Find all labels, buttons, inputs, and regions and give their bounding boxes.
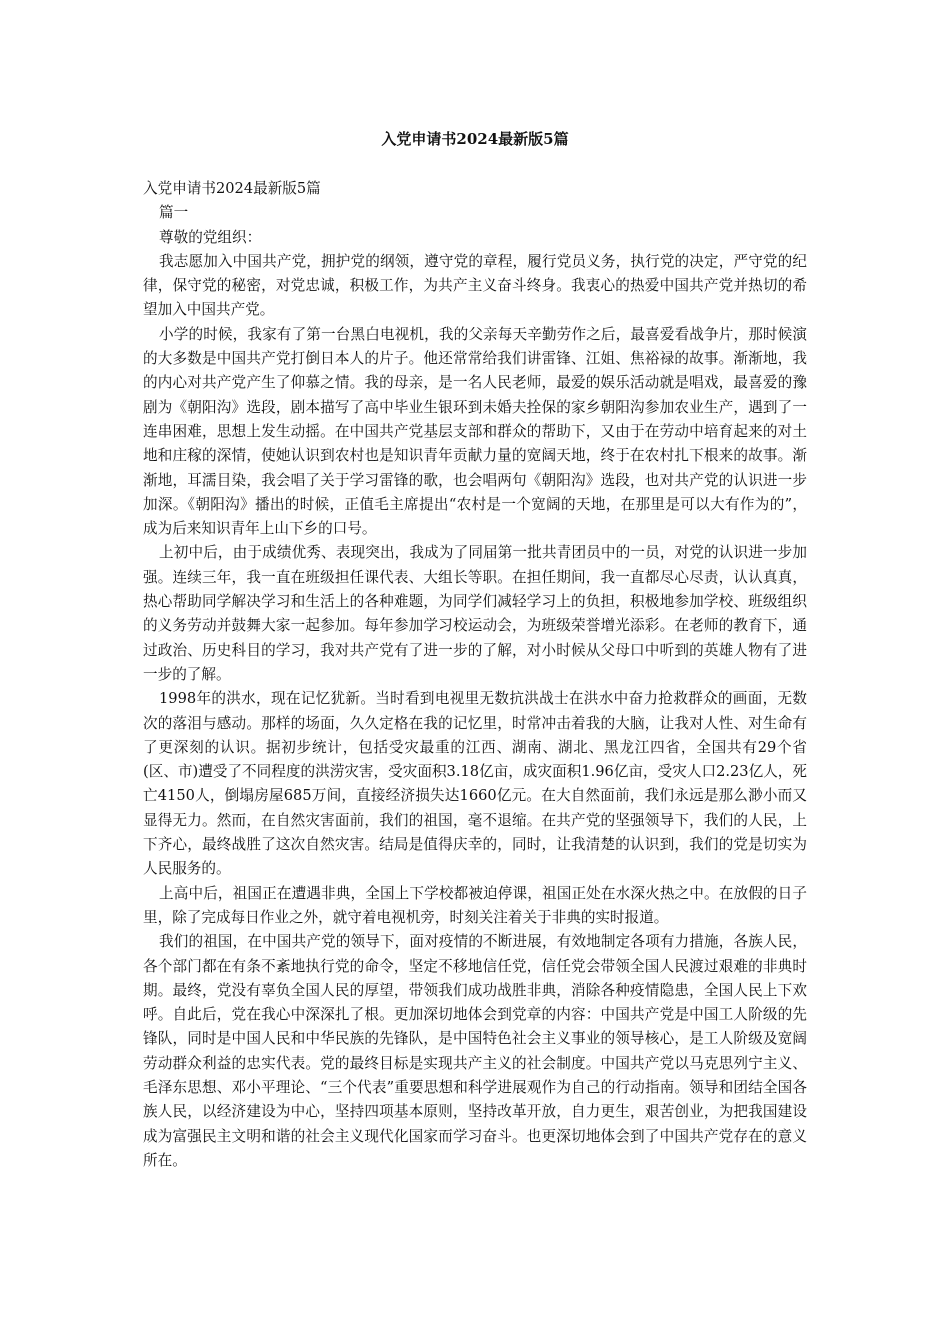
paragraph-2: 小学的时候，我家有了第一台黑白电视机，我的父亲每天辛勤劳作之后，最喜爱看战争片，那时候演的大多数是中国共产党打倒日本人的片子。他还常常给我们讲雷锋、江姐、焦裕禄的故事。渐渐地，我的内心对共产党产生了仰慕之情。我的母亲，是一名人民老师，最爱的娱乐活动就是唱戏，最喜爱的豫剧为《朝阳沟》选段，剧本描写了高中毕业生银环到未婚夫拴保的家乡朝阳沟参加农业生产，遇到了一连串困难，思想上发生动摇。在中国共产党基层支部和群众的帮助下，又由于在劳动中培育起来的对土地和庄稼的深情，使她认识到农村也是知识青年贡献力量的宽阔天地，终于在农村扎下根来的故事。渐渐地，耳濡目染，我会唱了关于学习雷锋的歌，也会唱两句《朝阳沟》选段，也对共产党的认识进一步加深。《朝阳沟》播出的时候，正值毛主席提出“农村是一个宽阔的天地，在那里是可以大有作为的”，成为后来知识青年上山下乡的口号。	[143, 325, 807, 538]
salutation: 尊敬的党组织：	[159, 228, 262, 246]
section-label: 篇一	[159, 204, 189, 222]
paragraph-3: 上初中后，由于成绩优秀、表现突出，我成为了同届第一批共青团员中的一员，对党的认识进一步加强。连续三年，我一直在班级担任课代表、大组长等职。在担任期间，我一直都尽心尽责，认认真真，热心帮助同学解决学习和生活上的各种难题，为同学们减轻学习上的负担，积极地参加学校、班级组织的义务劳动并鼓舞大家一起参加。每年参加学习校运动会，为班级荣誉增光添彩。在老师的教育下，通过政治、历史科目的学习，我对共产党有了进一步的了解，对小时候从父母口中听到的英雄人物有了进一步的了解。	[143, 544, 807, 683]
paragraph-1: 我志愿加入中国共产党，拥护党的纲领，遵守党的章程，履行党员义务，执行党的决定，严守党的纪律，保守党的秘密，对党忠诚，积极工作，为共产主义奋斗终身。我衷心的热爱中国共产党并热切的希望加入中国共产党。	[143, 252, 807, 319]
document-heading: 入党申请书2024最新版5篇	[143, 180, 321, 197]
paragraph-6: 我们的祖国，在中国共产党的领导下，面对疫情的不断进展，有效地制定各项有力措施，各族人民，各个部门都在有条不紊地执行党的命令，坚定不移地信任党，信任党会带领全国人民渡过艰难的非典时期。最终，党没有辜负全国人民的厚望，带领我们成功战胜非典，消除各种疫情隐患，全国人民上下欢呼。自此后，党在我心中深深扎了根。更加深切地体会到党章的内容：中国共产党是中国工人阶级的先锋队，同时是中国人民和中华民族的先锋队，是中国特色社会主义事业的领导核心，是工人阶级及宽阔劳动群众利益的忠实代表。党的最终目标是实现共产主义的社会制度。中国共产党以马克思列宁主义、毛泽东思想、邓小平理论、“三个代表”重要思想和科学进展观作为自己的行动指南。领导和团结全国各族人民，以经济建设为中心，坚持四项基本原则，坚持改革开放，自力更生，艰苦创业，为把我国建设成为富强民主文明和谐的社会主义现代化国家而学习奋斗。也更深切地体会到了中国共产党存在的意义所在。	[143, 933, 807, 1169]
page-title: 入党申请书2024最新版5篇	[381, 130, 569, 148]
paragraph-4: 1998年的洪水，现在记忆犹新。当时看到电视里无数抗洪战士在洪水中奋力抢救群众的画面，无数次的落泪与感动。那样的场面，久久定格在我的记忆里，时常冲击着我的大脑，让我对人性、对生命有了更深刻的认识。据初步统计，包括受灾最重的江西、湖南、湖北、黑龙江四省，全国共有29个省(区、市)遭受了不同程度的洪涝灾害，受灾面积3.18亿亩，成灾面积1.96亿亩，受灾人口2.23亿人，死亡4150人，倒塌房屋685万间，直接经济损失达1660亿元。在大自然面前，我们永远是那么渺小而又显得无力。然而，在自然灾害面前，我们的祖国，毫不退缩。在共产党的坚强领导下，我们的人民，上下齐心，最终战胜了这次自然灾害。结局是值得庆幸的，同时，让我清楚的认识到，我们的党是切实为人民服务的。	[143, 690, 807, 878]
paragraph-5: 上高中后，祖国正在遭遇非典，全国上下学校都被迫停课，祖国正处在水深火热之中。在放假的日子里，除了完成每日作业之外，就守着电视机旁，时刻关注着关于非典的实时报道。	[143, 884, 807, 926]
document-body	[143, 177, 807, 1173]
